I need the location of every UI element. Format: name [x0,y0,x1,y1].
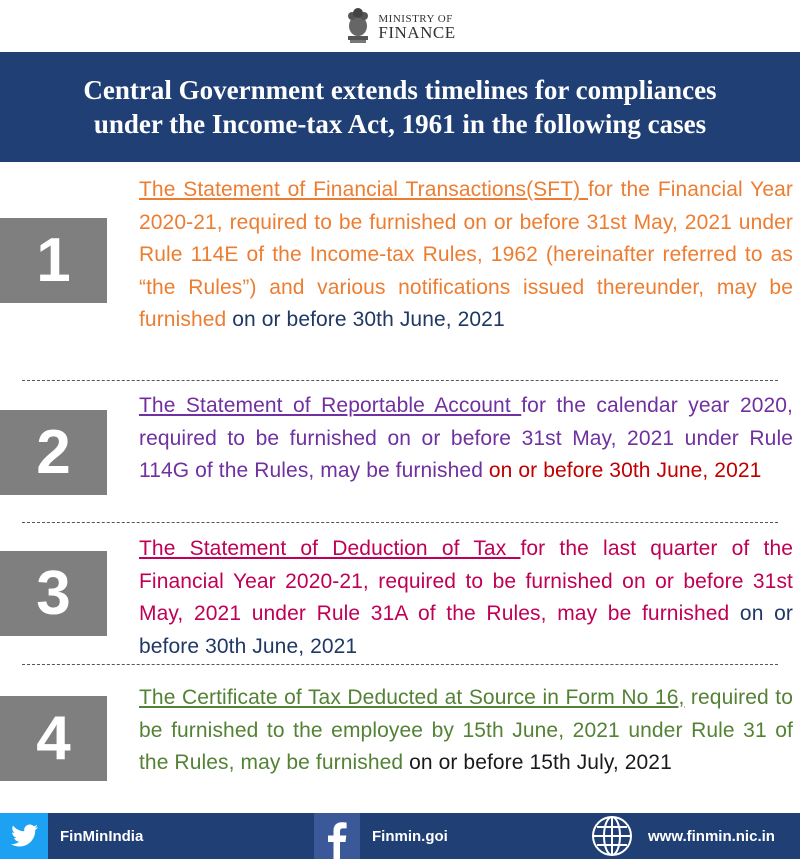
footer-facebook[interactable] [314,813,448,859]
ministry-name [378,12,455,40]
twitter-icon [0,813,48,859]
item-title: The Certificate of Tax Deducted at Source in Form No 16, [139,686,685,709]
facebook-f-icon [322,819,352,859]
item-title: The Statement of Deduction of Tax [139,537,521,560]
item-body: for the Financial Year 2020-21, required to be furnished on or before 31st May, 2021 under Rule 114E of the Income-tax Rules, 1962 (hereinafter referred to as “the Rules”) and various notifications issued thereunder, may be furnished [139,178,793,331]
item-deadline: on or before 30th June, 2021 [232,308,505,331]
page-title [83,73,716,141]
national-emblem-icon [344,6,372,46]
ministry-line1: MINISTRY OF [378,13,453,25]
item-text [139,390,793,488]
title-line-2: under the Income-tax Act, 1961 in the following cases [93,109,707,139]
item-text [139,682,793,780]
facebook-icon [314,813,360,859]
twitter-handle[interactable]: FinMinIndia [60,827,144,845]
website-url[interactable]: www.finmin.nic.in [648,827,775,845]
globe-icon [590,814,634,858]
divider [22,664,778,665]
item-deadline: on or before 15th July, 2021 [409,751,672,774]
item-title: The Statement of Financial Transactions(SFT) [139,178,588,201]
divider [22,380,778,381]
item-body: for the last quarter of the Financial Year 2020-21, required to be furnished on or before 31st May, 2021 under Rule 31A of the Rules, may be furnished [139,537,794,625]
footer-twitter[interactable] [0,813,143,859]
facebook-page[interactable]: Finmin.goi [372,827,448,845]
footer-bar [0,813,800,859]
item-deadline: on or before 30th June, 2021 [139,602,793,658]
item-number-box: 1 [0,218,107,303]
item-text [139,174,793,337]
item-number-box: 2 [0,410,107,495]
ministry-logo [0,0,800,52]
item-number-box: 4 [0,696,107,781]
item-number-box: 3 [0,551,107,636]
item-title: The Statement of Reportable Account [139,394,522,417]
header-banner [0,52,800,162]
title-line-1: Central Government extends timelines for compliances [83,75,717,105]
item-deadline: on or before 30th June, 2021 [488,459,762,482]
footer-website[interactable] [590,813,775,859]
item-text [139,533,793,663]
item-body: required to be furnished to the employee by 15th June, 2021 under Rule 31 of the Rules, may be furnished [139,686,793,774]
ministry-line2: FINANCE [378,23,456,42]
divider [22,522,778,523]
item-body: for the calendar year 2020, required to be furnished on or before 31st May, 2021 under Rule 114G of the Rules, may be furnished [139,394,793,482]
